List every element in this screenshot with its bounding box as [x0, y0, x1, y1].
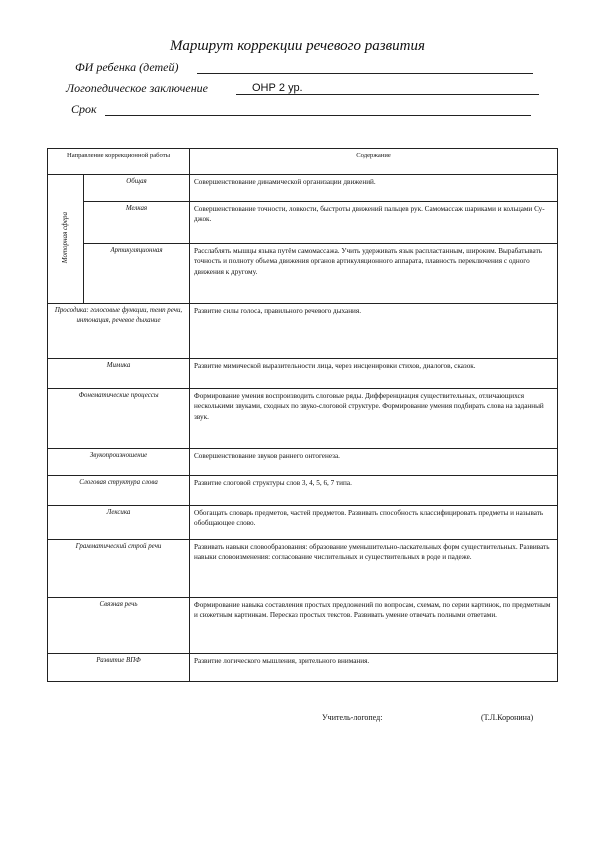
table-row	[48, 304, 558, 359]
row-content: Развитие слоговой структуры слов 3, 4, 5, 6, 7 типа.	[190, 476, 558, 506]
table-row	[48, 202, 558, 244]
child-name-field[interactable]	[197, 60, 533, 74]
term-field[interactable]	[105, 102, 531, 116]
header-direction: Направление коррекционной работы	[48, 149, 190, 175]
conclusion-line	[66, 81, 541, 97]
row-label: Слоговая структура слова	[48, 476, 190, 506]
child-name-line	[75, 60, 535, 76]
table-row	[48, 598, 558, 654]
motor-group-label: Моторная сфера	[48, 175, 84, 304]
row-content: Формирование умения воспроизводить слоговые ряды. Дифференциация существительных, отличающихся несколькими звуками, сходных по звуко-слоговой структуре. Формирование умения подбирать слова на заданный звук.	[190, 389, 558, 449]
row-content: Развитие мимической выразительности лица, через инсценировки стихов, диалогов, сказок.	[190, 359, 558, 389]
row-label: Связная речь	[48, 598, 190, 654]
page-title: Маршрут коррекции речевого развития	[170, 38, 425, 54]
row-label: Лексика	[48, 506, 190, 540]
row-content: Совершенствование точности, ловкости, быстроты движений пальцев рук. Самомассаж шариками и кольцами Су-джок.	[190, 202, 558, 244]
child-name-label: ФИ ребенка (детей)	[75, 60, 179, 74]
table-row	[48, 654, 558, 682]
table-row	[48, 476, 558, 506]
teacher-name: (Т.Л.Коронина)	[481, 713, 534, 722]
table-row	[48, 506, 558, 540]
teacher-label: Учитель-логопед:	[322, 713, 383, 722]
row-content: Совершенствование динамической организации движений.	[190, 175, 558, 202]
correction-table	[47, 148, 558, 682]
table-row	[48, 175, 558, 202]
conclusion-label: Логопедическое заключение	[66, 81, 209, 95]
term-label: Срок	[71, 102, 97, 116]
row-content: Совершенствование звуков раннего онтогенеза.	[190, 449, 558, 476]
row-content: Развитие силы голоса, правильного речевого дыхания.	[190, 304, 558, 359]
row-label: Фонематические процессы	[48, 389, 190, 449]
row-label: Развитие ВПФ	[48, 654, 190, 682]
table-row	[48, 389, 558, 449]
row-label: Общая	[84, 175, 190, 202]
table-row	[48, 244, 558, 304]
table-row	[48, 359, 558, 389]
conclusion-value: ОНР 2 ур.	[252, 82, 303, 94]
row-label: Звукопроизношение	[48, 449, 190, 476]
term-line	[71, 102, 533, 118]
row-content: Расслаблять мышцы языка путём самомассажа. Учить удерживать язык распластанным, широким. Вырабатывать точность и полноту объема движения органов артикуляционного аппарата, плавность переключения с одного движения к другому.	[190, 244, 558, 304]
row-label: Артикуляционная	[84, 244, 190, 304]
row-label: Просодика: голосовые функции, темп речи, интонация, речевое дыхание	[48, 304, 190, 359]
row-label: Грамматический строй речи	[48, 540, 190, 598]
table-row	[48, 449, 558, 476]
row-label: Мелкая	[84, 202, 190, 244]
row-label: Мимика	[48, 359, 190, 389]
table-row	[48, 540, 558, 598]
row-content: Развивать навыки словообразования: образование уменьшительно-ласкательных форм существительных. Развивать навыки словоизменения: согласование числительных и существительных в роде и падеже.	[190, 540, 558, 598]
row-content: Формирование навыка составления простых предложений по вопросам, схемам, по серии картинок, по предметным и сюжетным картинкам. Пересказ простых текстов. Развивать умение отвечать полными ответами.	[190, 598, 558, 654]
header-content: Содержание	[190, 149, 558, 175]
table-header-row	[48, 149, 558, 175]
row-content: Развитие логического мышления, зрительного внимания.	[190, 654, 558, 682]
row-content: Обогащать словарь предметов, частей предметов. Развивать способность классифицировать предметы и называть обобщающее слово.	[190, 506, 558, 540]
